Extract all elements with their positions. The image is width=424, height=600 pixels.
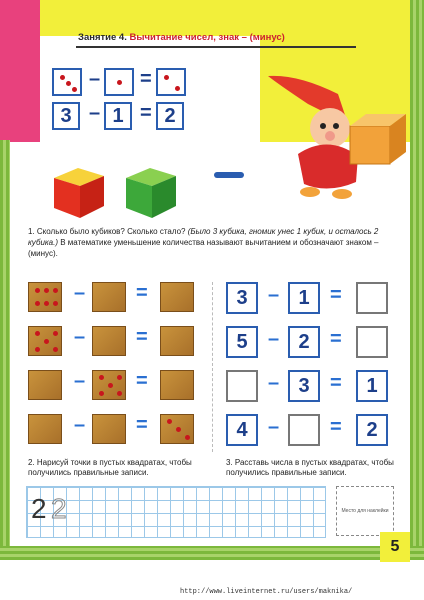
gnome-illustration	[268, 64, 408, 204]
number-box[interactable]: 1	[356, 370, 388, 402]
number-minus-sign: –	[268, 284, 280, 306]
die-dot	[117, 391, 122, 396]
number-box-empty[interactable]	[226, 370, 258, 402]
example-number-b: 1	[104, 102, 132, 130]
dice-tile[interactable]	[28, 282, 62, 312]
die-dot	[53, 288, 58, 293]
column-divider	[212, 282, 213, 452]
exercise-3-caption: 3. Расставь числа в пустых квадратах, чтобы получились правильные записи.	[226, 458, 394, 477]
exercise-1-text	[28, 226, 400, 259]
number-box[interactable]: 1	[288, 282, 320, 314]
number-minus-sign: –	[268, 372, 280, 394]
dice-tile-empty[interactable]	[28, 414, 62, 444]
die-dot	[35, 301, 40, 306]
die-dot	[35, 331, 40, 336]
exercise-1-answer: (Было 3 кубика, гномик унес 1 кубик, и осталось 2 кубика.)	[28, 227, 379, 247]
die-dot	[53, 331, 58, 336]
number-minus-sign: –	[268, 416, 280, 438]
sample-digit: 2	[31, 493, 47, 524]
dice-minus-sign: –	[74, 326, 86, 348]
number-box[interactable]: 5	[226, 326, 258, 358]
example-number-equals: =	[140, 102, 152, 124]
die-dot	[66, 81, 71, 86]
red-cube	[48, 164, 110, 220]
dice-tile-empty[interactable]	[160, 326, 194, 356]
die-dot	[108, 383, 113, 388]
example-die-left	[52, 68, 82, 96]
dice-tile-empty[interactable]	[160, 282, 194, 312]
die-dot	[175, 86, 180, 91]
dice-equals-sign: =	[136, 370, 148, 392]
die-dot	[44, 339, 49, 344]
writing-grid[interactable]	[26, 486, 326, 538]
number-box-empty[interactable]	[356, 282, 388, 314]
die-dot	[44, 301, 49, 306]
dice-equals-sign: =	[136, 282, 148, 304]
green-cube	[120, 164, 182, 220]
dice-tile-empty[interactable]	[28, 370, 62, 400]
die-dot	[60, 75, 65, 80]
number-box[interactable]: 4	[226, 414, 258, 446]
die-dot	[99, 375, 104, 380]
page-number: 5	[380, 532, 410, 562]
die-dot	[185, 435, 190, 440]
example-number-c: 2	[156, 102, 184, 130]
dice-equals-sign: =	[136, 414, 148, 436]
number-box-empty[interactable]	[356, 326, 388, 358]
dice-minus-sign: –	[74, 370, 86, 392]
number-equals-sign: =	[330, 328, 342, 350]
number-box[interactable]: 2	[356, 414, 388, 446]
dice-tile[interactable]	[160, 414, 194, 444]
dice-tile[interactable]	[28, 326, 62, 356]
example-die-middle	[104, 68, 134, 96]
die-dot	[164, 75, 169, 80]
dice-tile-empty[interactable]	[92, 326, 126, 356]
die-dot	[99, 391, 104, 396]
number-equals-sign: =	[330, 416, 342, 438]
number-box[interactable]: 2	[288, 326, 320, 358]
bottom-stripe	[0, 546, 424, 560]
die-dot	[167, 419, 172, 424]
big-minus-sign	[214, 172, 244, 178]
exercise-1-question: 1. Сколько было кубиков? Сколько стало?	[28, 227, 186, 236]
number-box-empty[interactable]	[288, 414, 320, 446]
lesson-title	[78, 32, 285, 43]
traced-digit: 2	[51, 493, 67, 524]
footer-url[interactable]: http://www.liveinternet.ru/users/maknika/	[180, 588, 353, 596]
example-number-minus: –	[89, 102, 101, 124]
dice-minus-sign: –	[74, 282, 86, 304]
die-dot	[117, 375, 122, 380]
sticker-placeholder[interactable]: Место для наклейки	[336, 486, 394, 536]
number-equals-sign: =	[330, 284, 342, 306]
example-die-right	[156, 68, 186, 96]
die-dot	[176, 427, 181, 432]
die-dot	[35, 347, 40, 352]
dice-tile[interactable]	[92, 370, 126, 400]
number-box[interactable]: 3	[226, 282, 258, 314]
die-dot	[44, 288, 49, 293]
lesson-number: Занятие 4.	[78, 32, 127, 43]
number-minus-sign: –	[268, 328, 280, 350]
dice-tile-empty[interactable]	[92, 414, 126, 444]
number-equals-sign: =	[330, 372, 342, 394]
die-dot	[53, 347, 58, 352]
header-pink-strip	[0, 0, 40, 142]
right-stripe	[410, 0, 424, 560]
die-dot	[35, 288, 40, 293]
die-dot	[53, 301, 58, 306]
dice-minus-sign: –	[74, 414, 86, 436]
dice-tile-empty[interactable]	[160, 370, 194, 400]
lesson-topic: Вычитание чисел, знак – (минус)	[129, 32, 285, 43]
exercise-2-caption: 2. Нарисуй точки в пустых квадратах, чтобы получились правильные записи.	[28, 458, 192, 477]
left-stripe	[0, 140, 10, 560]
example-minus-sign: –	[89, 68, 101, 90]
die-dot	[72, 87, 77, 92]
die-dot	[117, 80, 122, 85]
dice-equals-sign: =	[136, 326, 148, 348]
example-equals-sign: =	[140, 68, 152, 90]
number-box[interactable]: 3	[288, 370, 320, 402]
title-underline	[76, 46, 356, 48]
dice-tile-empty[interactable]	[92, 282, 126, 312]
example-number-a: 3	[52, 102, 80, 130]
exercise-1-rule: В математике уменьшение количества называют вычитанием и обозначают знаком – (минус).	[28, 238, 379, 258]
